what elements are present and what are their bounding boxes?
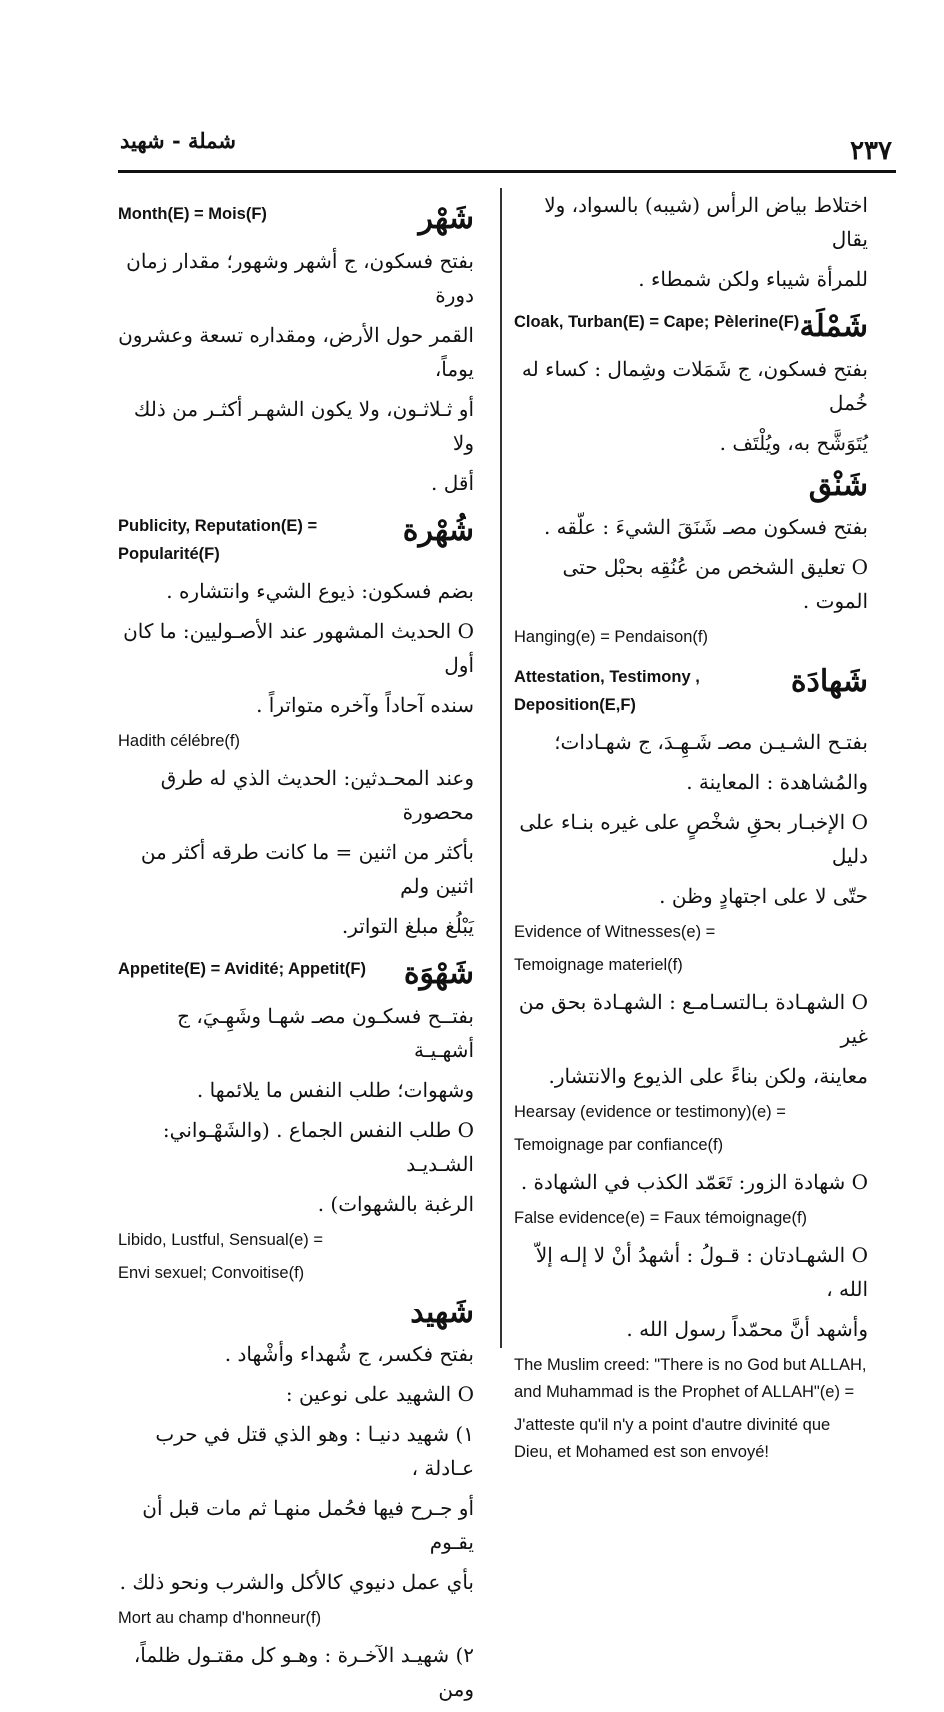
headword: شَمْلَة bbox=[799, 309, 868, 344]
arabic-text-line: أقل . bbox=[431, 471, 474, 495]
headword-translation: Attestation, Testimony , Deposition(E,F) bbox=[514, 668, 700, 714]
arabic-text-line: أو ثـلاثـون، ولا يكون الشهـر أكثـر من ذلك ولا bbox=[133, 397, 474, 455]
arabic-text-line: وأشهد أنَّ محمّداً رسول الله . bbox=[626, 1317, 868, 1341]
translation-line: Hanging(e) = Pendaison(f) bbox=[514, 628, 708, 646]
arabic-text-line: O الحديث المشهور عند الأصـوليين: ما كان أول bbox=[123, 619, 474, 677]
column-divider bbox=[500, 188, 502, 1348]
entry-header bbox=[118, 955, 474, 993]
translation-line: Mort au champ d'honneur(f) bbox=[118, 1609, 322, 1627]
right-column bbox=[514, 188, 868, 1472]
headword: شَهيد bbox=[410, 1295, 474, 1330]
arabic-text-line: يُتَوَشَّح به، ويُلْتَف . bbox=[719, 431, 868, 455]
arabic-text-line: الرغبة بالشهوات) . bbox=[317, 1192, 474, 1216]
page-number: ٢٣٧ bbox=[850, 136, 892, 166]
arabic-text-line: يَبْلُغ مبلغ التواتر. bbox=[341, 914, 474, 938]
entry-header bbox=[514, 663, 868, 719]
entry-header bbox=[118, 512, 474, 568]
arabic-text-line: بفتح فسكون، ج شَمَلات وشِمال : كساء له خُمل bbox=[521, 357, 868, 415]
headword-translation: Month(E) = Mois(F) bbox=[118, 205, 267, 223]
arabic-text-line: بضم فسكون: ذيوع الشيء وانتشاره . bbox=[166, 579, 474, 603]
translation-line: Hearsay (evidence or testimony)(e) = bbox=[514, 1103, 786, 1121]
translation-line: J'atteste qu'il n'y a point d'autre divinité que Dieu, et Mohamed est son envoyé! bbox=[514, 1416, 831, 1461]
translation-line: Evidence of Witnesses(e) = bbox=[514, 923, 716, 941]
translation-line: Hadith célébre(f) bbox=[118, 732, 240, 750]
arabic-text-line: اختلاط بياض الرأس (شيبه) بالسواد، ولا يقال bbox=[544, 193, 868, 251]
left-column bbox=[118, 188, 474, 1712]
arabic-text-line: بأكثر من اثنين = ما كانت طرقه أكثر من اثنين ولم bbox=[140, 840, 474, 898]
headword-translation: Appetite(E) = Avidité; Appetit(F) bbox=[118, 960, 366, 978]
translation-line: Envi sexuel; Convoitise(f) bbox=[118, 1264, 305, 1282]
arabic-text-line: وشهوات؛ طلب النفس ما يلائمها . bbox=[196, 1078, 474, 1102]
arabic-text-line: بفتح فسكون، ج أشهر وشهور؛ مقدار زمان دورة bbox=[126, 249, 474, 307]
translation-line: False evidence(e) = Faux témoignage(f) bbox=[514, 1209, 808, 1227]
arabic-text-line: O تعليق الشخص من عُنُقِه بحبْل حتى الموت . bbox=[562, 555, 868, 613]
arabic-text-line: بأي عمل دنيوي كالأكل والشرب ونحو ذلك . bbox=[119, 1570, 474, 1594]
headword-translation: Cloak, Turban(E) = Cape; Pèlerine(F) bbox=[514, 313, 800, 331]
arabic-text-line: بفتح فسكون مصـ شَنَقَ الشيءَ : علّقه . bbox=[543, 515, 868, 539]
running-head: شملة - شهيد bbox=[120, 128, 236, 153]
headword: شَهادَة bbox=[790, 664, 868, 699]
arabic-text-line: بفتــح فسكـون مصـ شهـا وشَهِـيَ، ج أشهـيـة bbox=[177, 1004, 474, 1062]
arabic-text-line: بفتـح الشـيـن مصـ شَـهِـدَ، ج شهـادات؛ bbox=[554, 730, 868, 754]
arabic-text-line: للمرأة شيباء ولكن شمطاء . bbox=[638, 267, 868, 291]
headword: شَنْق bbox=[808, 468, 868, 503]
entry-header bbox=[514, 308, 868, 346]
translation-line: Temoignage materiel(f) bbox=[514, 956, 683, 974]
arabic-text-line: وعند المحـدثين: الحديث الذي له طرق محصورة bbox=[160, 766, 474, 824]
arabic-text-line: O شهادة الزور: تَعَمّد الكذب في الشهادة . bbox=[520, 1170, 868, 1194]
arabic-text-line: بفتح فكسر، ج شُهداء وأشْهاد . bbox=[224, 1342, 474, 1366]
entry-header bbox=[118, 200, 474, 238]
headword: شَهْر bbox=[418, 201, 474, 236]
arabic-text-line: معاينة، ولكن بناءً على الذيوع والانتشار. bbox=[548, 1064, 868, 1088]
arabic-text-line: O طلب النفس الجماع . (والشَهْـواني: الشـديـد bbox=[162, 1118, 474, 1176]
arabic-text-line: ١) شهيد دنيـا : وهو الذي قتل في حرب عـادلة ، bbox=[155, 1422, 474, 1480]
arabic-text-line: ٢) شهيـد الآخـرة : وهـو كل مقتـول ظلماً، ومن bbox=[133, 1643, 474, 1701]
arabic-text-line: سنده آحاداً وآخره متواتراً . bbox=[256, 693, 474, 717]
arabic-text-line: O الشهـادة بـالتسـامـع : الشهـادة بحق من غير bbox=[518, 990, 868, 1048]
translation-line: Temoignage par confiance(f) bbox=[514, 1136, 724, 1154]
arabic-text-line: والمُشاهدة : المعاينة . bbox=[686, 770, 868, 794]
headword: شَهْوَة bbox=[403, 956, 474, 991]
arabic-text-line: O الإخبـار بحقِ شخْصٍ على غيره بنـاء على دليل bbox=[519, 810, 868, 868]
arabic-text-line: حتّى لا على اجتهادٍ وظن . bbox=[659, 884, 868, 908]
page-header bbox=[118, 122, 896, 173]
arabic-text-line: O الشهيد على نوعين : bbox=[285, 1382, 474, 1406]
translation-line: The Muslim creed: "There is no God but ALLAH, and Muhammad is the Prophet of ALLAH"(e) = bbox=[514, 1356, 867, 1401]
headword: شُهْرة bbox=[402, 513, 474, 548]
translation-line: Libido, Lustful, Sensual(e) = bbox=[118, 1231, 324, 1249]
headword-translation: Publicity, Reputation(E) = Popularité(F) bbox=[118, 517, 318, 563]
arabic-text-line: القمر حول الأرض، ومقداره تسعة وعشرون يوماً، bbox=[118, 323, 474, 381]
arabic-text-line: أو جـرح فيها فحُمل منهـا ثم مات قبل أن يقـوم bbox=[142, 1496, 474, 1554]
arabic-text-line: O الشهـادتان : قـولُ : أشهدُ أنْ لا إلـه إلاّ الله ، bbox=[535, 1243, 868, 1301]
